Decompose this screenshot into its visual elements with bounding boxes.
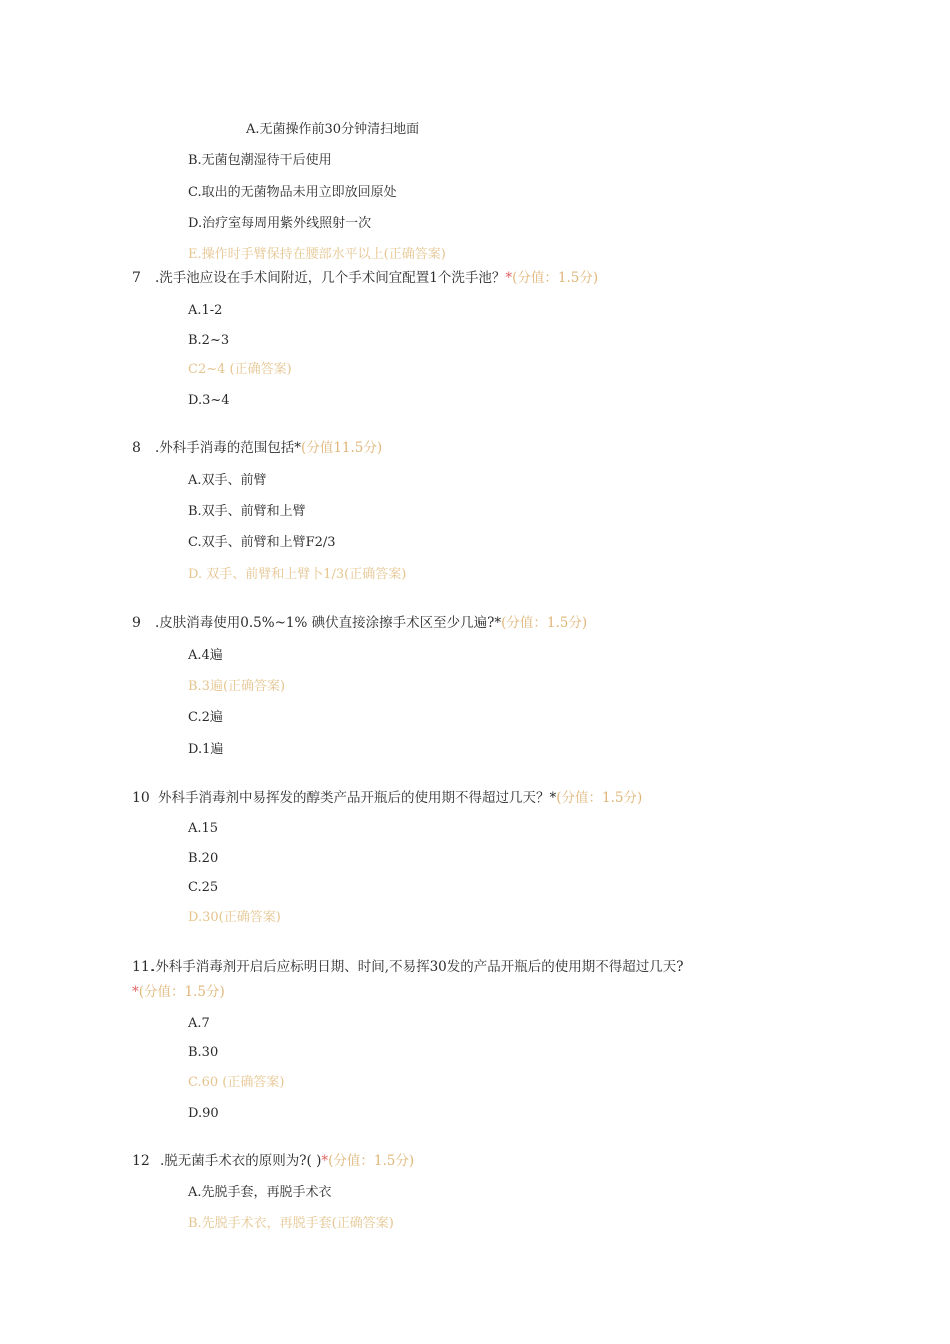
- option-c[interactable]: C.双手、前臂和上臂F2/3: [188, 535, 336, 550]
- option-b[interactable]: B.无菌包潮湿待干后使用: [188, 153, 332, 168]
- option-a[interactable]: A.双手、前臂: [188, 473, 267, 488]
- option-b[interactable]: B.30: [188, 1045, 219, 1060]
- question-number: 12: [132, 1153, 150, 1169]
- question-9-text: [155, 614, 587, 632]
- question-text: .洗手池应设在手术间附近，几个手术间宜配置1个洗手池？: [155, 270, 506, 286]
- option-d[interactable]: D.90: [188, 1106, 219, 1121]
- required-mark: *: [505, 270, 513, 286]
- option-c[interactable]: C.25: [188, 880, 219, 895]
- score-label: (分值：1.5分): [328, 1153, 415, 1169]
- question-8-text: [155, 439, 382, 457]
- option-c[interactable]: C.2遍: [188, 710, 223, 725]
- score-label: (分值：1.5分): [501, 615, 588, 631]
- question-text: .脱无菌手术衣的原则为?( ): [160, 1153, 322, 1169]
- option-a[interactable]: A.先脱手套，再脱手术衣: [188, 1185, 332, 1200]
- option-b[interactable]: B.2~3: [188, 333, 230, 348]
- option-b[interactable]: B.20: [188, 851, 219, 866]
- question-number: 9: [132, 615, 141, 631]
- option-b[interactable]: B.双手、前臂和上臂: [188, 504, 306, 519]
- score-label: (分值：1.5分): [512, 270, 599, 286]
- question-text: .外科手消毒的范围包括*: [155, 440, 302, 456]
- question-number: 7: [132, 270, 141, 286]
- option-d-correct[interactable]: D. 双手、前臂和上臂卜1/3(正确答案): [188, 567, 407, 582]
- option-d-correct[interactable]: D.30(正确答案): [188, 910, 281, 925]
- option-b-correct[interactable]: B.先脱手术衣，再脱手套(正确答案): [188, 1216, 394, 1231]
- option-c-correct[interactable]: C2~4 (正确答案): [188, 362, 292, 377]
- question-number: 11.: [132, 959, 155, 975]
- option-c-correct[interactable]: C.60 (正确答案): [188, 1075, 285, 1090]
- option-d[interactable]: D.1遍: [188, 742, 224, 757]
- question-7-text: [155, 269, 598, 287]
- option-a[interactable]: A.1-2: [188, 303, 223, 318]
- question-text: 外科手消毒剂中易挥发的醇类产品开瓶后的使用期不得超过几天？*: [158, 790, 557, 806]
- option-a[interactable]: A.无菌操作前30分钟清扫地面: [246, 122, 420, 137]
- question-text: .外科手消毒剂开启后应标明日期、时间,不易挥30发的产品开瓶后的使用期不得超过几天?: [151, 959, 684, 975]
- option-a[interactable]: A.7: [188, 1016, 210, 1031]
- option-d[interactable]: D.3~4: [188, 393, 230, 408]
- question-10-text: [158, 789, 642, 807]
- required-mark: *: [132, 984, 139, 1000]
- option-a[interactable]: A.4遍: [188, 648, 223, 663]
- question-number: 10: [132, 790, 150, 806]
- score-label: (分值：1.5分): [556, 790, 643, 806]
- score-label: (分值11.5分): [301, 440, 383, 456]
- option-e-correct[interactable]: E.操作时手臂保持在腰部水平以上(正确答案): [188, 247, 446, 262]
- option-c[interactable]: C.取出的无菌物品未用立即放回原处: [188, 185, 397, 200]
- required-mark: *: [321, 1153, 329, 1169]
- option-a[interactable]: A.15: [188, 821, 219, 836]
- question-text: .皮肤消毒使用0.5%~1% 碘伏直接涂擦手术区至少几遍?*: [155, 615, 502, 631]
- option-d[interactable]: D.治疗室每周用紫外线照射一次: [188, 216, 372, 231]
- question-12-text: [160, 1152, 414, 1170]
- question-11-score-line: [132, 983, 225, 1001]
- option-b-correct[interactable]: B.3遍(正确答案): [188, 679, 286, 694]
- score-label: (分值：1.5分): [138, 984, 225, 1000]
- question-number: 8: [132, 440, 141, 456]
